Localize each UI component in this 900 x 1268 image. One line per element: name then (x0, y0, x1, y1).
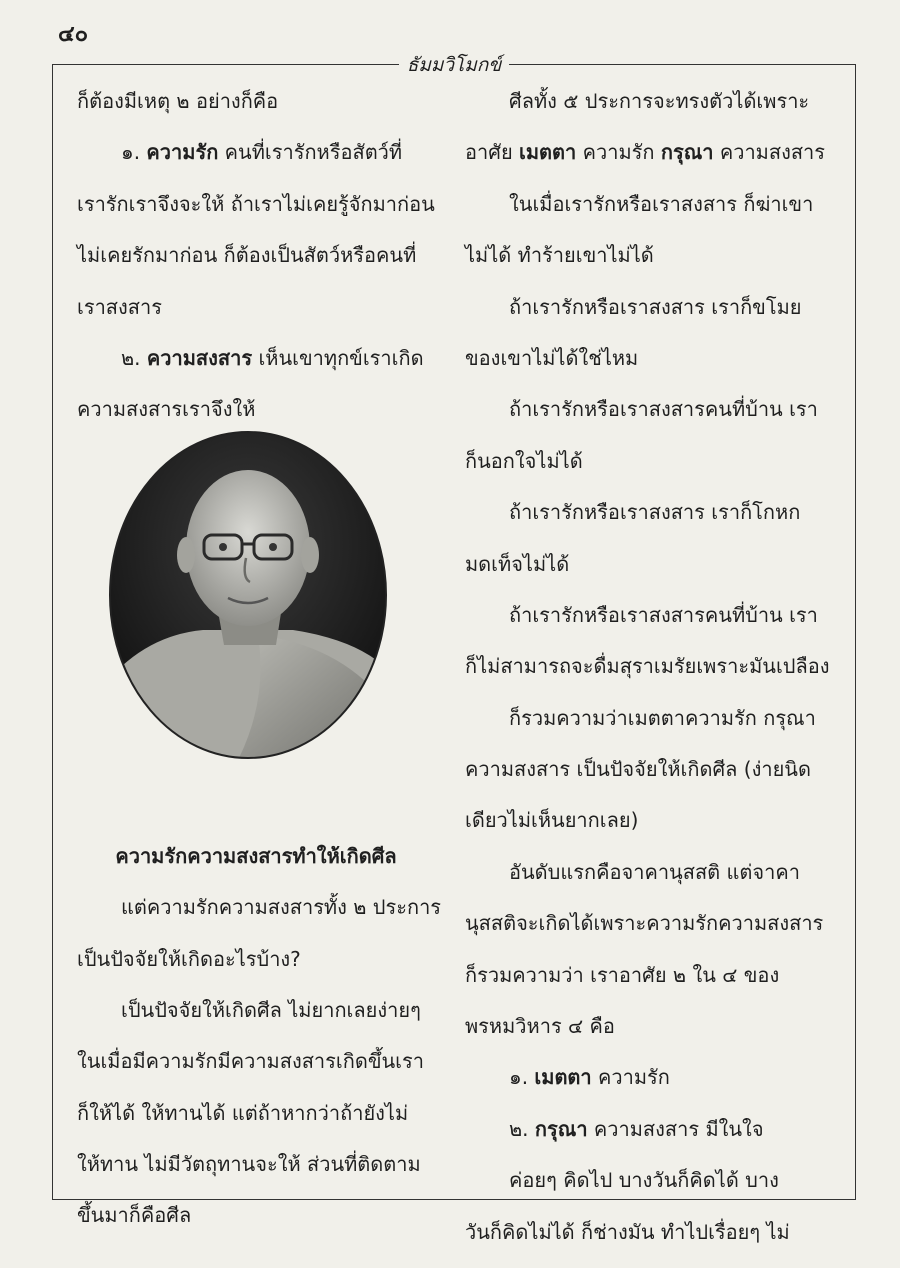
text-run: พรหมวิหาร ๔ คือ (465, 1014, 615, 1039)
bold-term: กรุณา (534, 1116, 588, 1141)
text-run: แต่ความรักความสงสารทั้ง ๒ ประการ (121, 895, 442, 920)
text-run: ในเมื่อเรารักหรือเราสงสาร ก็ฆ่าเขา (509, 191, 814, 216)
text-line (77, 333, 435, 384)
text-run: ก็รวมความว่าเมตตาความรัก กรุณา (509, 705, 816, 730)
text-line (77, 1190, 435, 1241)
text-line (465, 333, 827, 384)
text-run: ความรัก (591, 1065, 670, 1090)
text-line (465, 641, 830, 692)
text-line (77, 882, 442, 933)
text-run: ๒. (509, 1116, 535, 1141)
section-heading: ความรักความสงสารทำให้เกิดศีล (115, 843, 397, 868)
text-run: ก็ต้องมีเหตุ ๒ อย่างก็คือ (77, 89, 279, 113)
text-line (77, 282, 435, 333)
text-run: ความสงสาร มีในใจ (587, 1116, 764, 1141)
bold-term: เมตตา (519, 140, 577, 165)
text-line (465, 693, 827, 744)
text-run: ถ้าเรารักหรือเราสงสาร เราก็โกหก (509, 500, 801, 525)
text-run: ไม่เคยรักมาก่อน ก็ต้องเป็นสัตว์หรือคนที่ (77, 243, 417, 268)
text-run: ถ้าเรารักหรือเราสงสารคนที่บ้าน เรา (509, 602, 818, 627)
text-line (465, 950, 827, 1001)
text-run: ๑. (121, 140, 147, 165)
text-run: อันดับแรกคือจาคานุสสติ แต่จาคา (509, 859, 800, 884)
text-line (77, 1139, 435, 1190)
text-run: มดเท็จไม่ได้ (465, 551, 570, 576)
text-line (465, 1155, 827, 1206)
text-line (77, 384, 435, 435)
text-line (465, 539, 827, 590)
text-run: ค่อยๆ คิดไป บางวันก็คิดได้ บาง (509, 1168, 779, 1193)
text-run: เป็นปัจจัยให้เกิดอะไรบ้าง? (77, 946, 301, 971)
bold-term: เมตตา (534, 1065, 592, 1090)
bold-term: ความสงสาร (146, 345, 253, 370)
text-line (465, 590, 827, 641)
text-line (465, 898, 827, 949)
text-run: เรารักเราจึงจะให้ ถ้าเราไม่เคยรู้จักมาก่อน (77, 191, 435, 216)
text-run: นุสสติจะเกิดได้เพราะความรักความสงสาร (465, 911, 824, 936)
page-number: ๔๐ (58, 21, 89, 47)
text-run: ถ้าเรารักหรือเราสงสาร เราก็ขโมย (509, 294, 802, 319)
text-run: ความรัก (576, 140, 661, 165)
text-run: ความสงสารเราจึงให้ (77, 397, 256, 422)
text-line (77, 76, 435, 127)
monk-portrait-photo (108, 430, 388, 760)
text-line (465, 744, 827, 795)
text-run: อาศัย (465, 140, 520, 165)
text-run: ก็ไม่สามารถจะดื่มสุราเมรัยเพราะมันเปลือง (465, 654, 830, 679)
right-column (465, 76, 830, 1258)
text-line (465, 436, 827, 487)
text-run: ๑. (509, 1065, 535, 1090)
text-line (465, 282, 827, 333)
text-run: คนที่เรารักหรือสัตว์ที่ (218, 140, 403, 165)
text-run: เห็นเขาทุกข์เราเกิด (252, 345, 424, 370)
text-line (77, 985, 435, 1036)
text-line (465, 1052, 827, 1103)
bold-term: ความรัก (146, 140, 219, 165)
text-line (465, 1104, 827, 1155)
text-run: ในเมื่อมีความรักมีความสงสารเกิดขึ้นเรา (77, 1049, 424, 1074)
text-run: ของเขาไม่ได้ใช่ไหม (465, 345, 639, 370)
text-line (77, 1036, 435, 1087)
text-line (77, 1088, 435, 1139)
text-run: ศีลทั้ง ๕ ประการจะทรงตัวได้เพราะ (509, 89, 810, 113)
text-run: ให้ทาน ไม่มีวัตถุทานจะให้ ส่วนที่ติดตาม (77, 1152, 421, 1177)
bold-term: กรุณา (660, 140, 714, 165)
text-run: ความสงสาร เป็นปัจจัยให้เกิดศีล (ง่ายนิด (465, 757, 811, 782)
text-run: ก็รวมความว่า เราอาศัย ๒ ใน ๔ ของ (465, 962, 780, 987)
text-line (77, 934, 435, 985)
text-run: ก็ให้ได้ ให้ทานได้ แต่ถ้าหากว่าถ้ายังไม่ (77, 1100, 409, 1125)
text-line (465, 230, 827, 281)
running-title: ธัมมวิโมกข์ (399, 54, 510, 76)
text-line (465, 1001, 827, 1052)
text-line (465, 487, 827, 538)
text-line (465, 384, 827, 435)
text-run: เป็นปัจจัยให้เกิดศีล ไม่ยากเลยง่ายๆ (121, 997, 421, 1022)
text-line (77, 230, 435, 281)
text-line (465, 127, 827, 178)
text-run: เดียวไม่เห็นยากเลย) (465, 808, 639, 833)
text-line (465, 1207, 827, 1258)
text-run: ไม่ได้ ทำร้ายเขาไม่ได้ (465, 243, 654, 268)
text-run: ขึ้นมาก็คือศีล (77, 1203, 192, 1228)
text-run: วันก็คิดไม่ได้ ก็ช่างมัน ทำไปเรื่อยๆ ไม่ (465, 1219, 790, 1244)
text-run: ความสงสาร (713, 140, 826, 165)
text-line (465, 179, 827, 230)
text-run: ถ้าเรารักหรือเราสงสารคนที่บ้าน เรา (509, 397, 818, 422)
text-line (77, 179, 435, 230)
text-line (465, 76, 827, 127)
text-line (77, 127, 435, 178)
text-run: เราสงสาร (77, 294, 162, 319)
text-line (465, 795, 827, 846)
text-run: ก็นอกใจไม่ได้ (465, 448, 583, 473)
text-run: ๒. (121, 345, 147, 370)
text-line (465, 847, 827, 898)
